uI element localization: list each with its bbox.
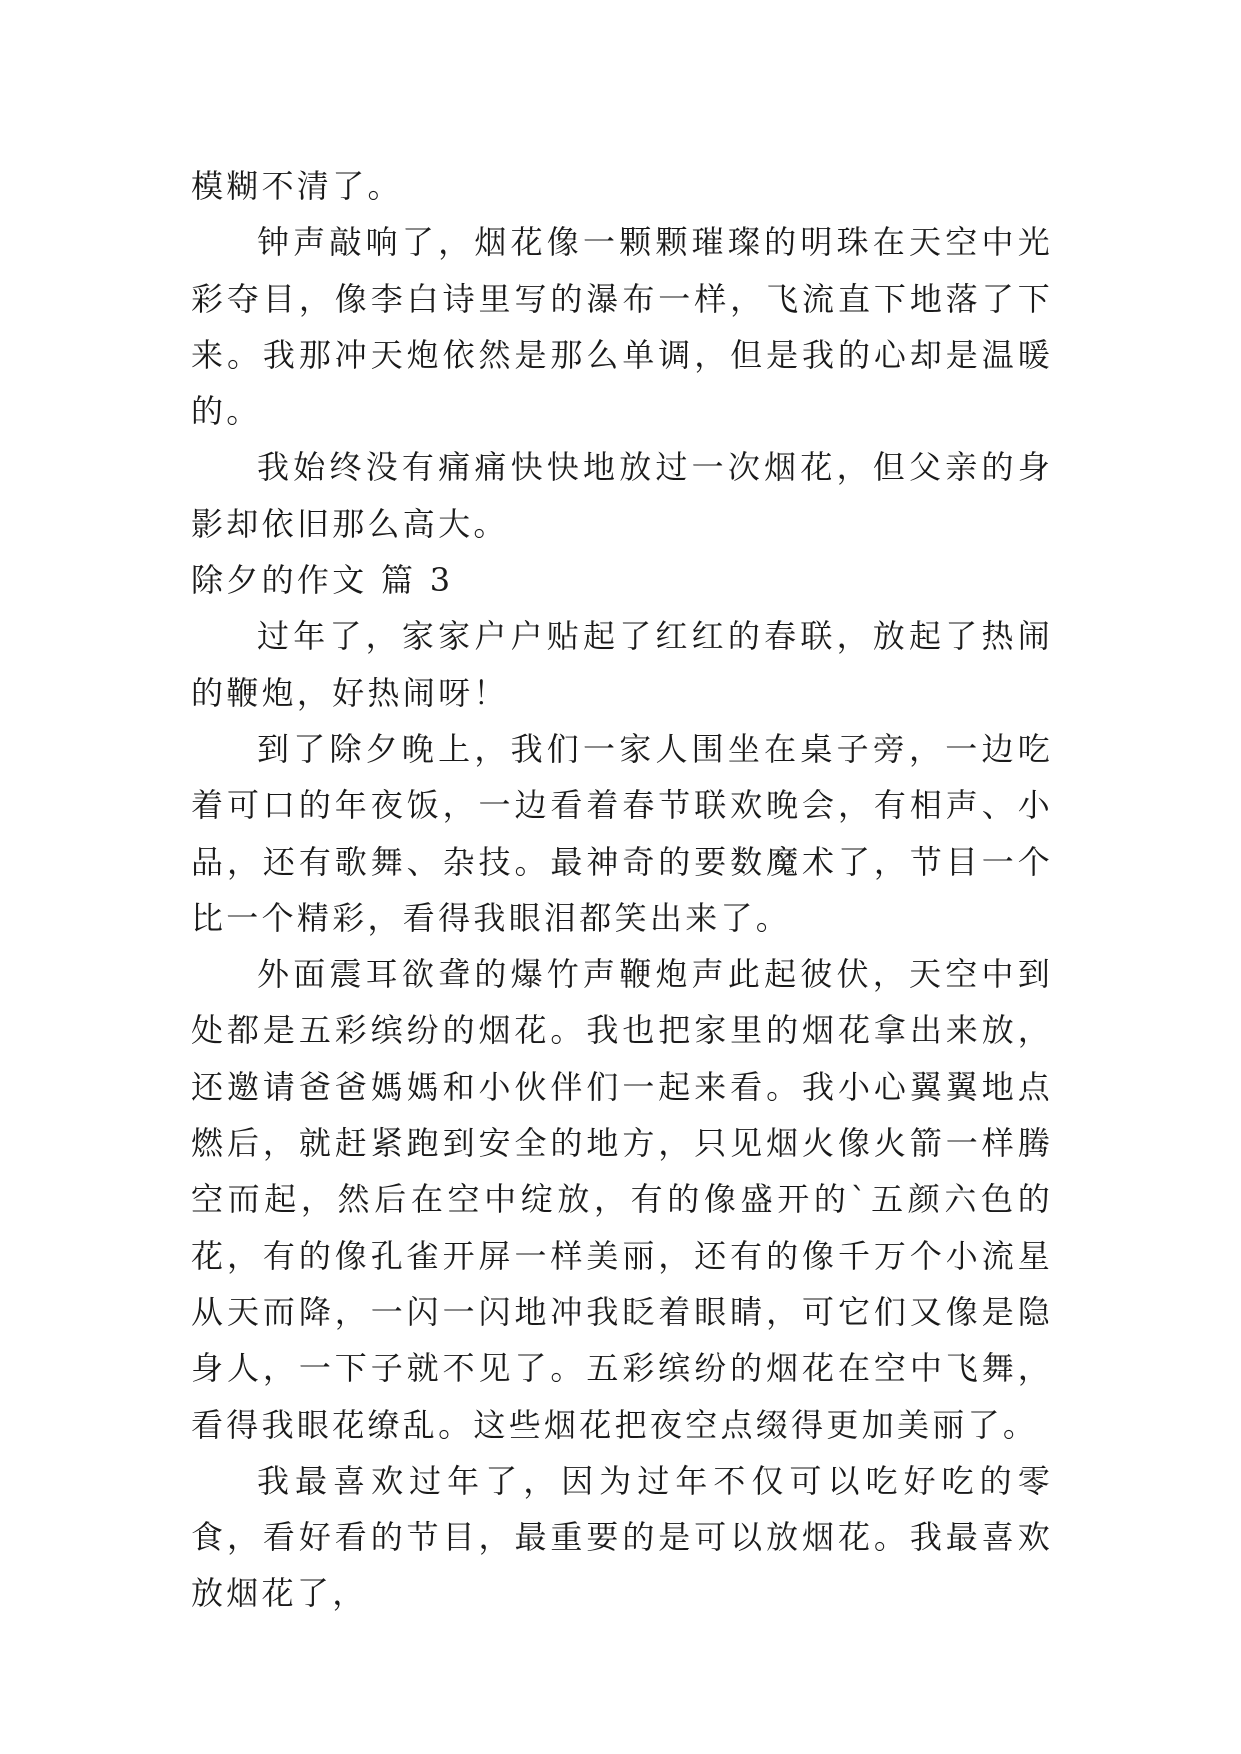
section-heading: 除夕的作文 篇 3 bbox=[191, 561, 454, 600]
paragraph: 过年了，家家户户贴起了红红的春联，放起了热闹的鞭炮，好热闹呀！ bbox=[191, 617, 1053, 712]
paragraph-continuation: 模糊不清了。 bbox=[191, 167, 403, 205]
paragraph: 到了除夕晚上，我们一家人围坐在桌子旁，一边吃着可口的年夜饭，一边看着春节联欢晚会，有相声、小品，还有歌舞、杂技。最神奇的要数魔术了，节目一个比一个精彩，看得我眼泪都笑出来了。 bbox=[191, 729, 1053, 937]
paragraph: 钟声敲响了，烟花像一颗颗璀璨的明珠在天空中光彩夺目，像李白诗里写的瀑布一样，飞流直下地落了下来。我那冲天炮依然是那么单调，但是我的心却是温暖的。 bbox=[191, 223, 1053, 431]
paragraph: 我始终没有痛痛快快地放过一次烟花，但父亲的身影却依旧那么高大。 bbox=[191, 448, 1053, 543]
paragraph: 我最喜欢过年了，因为过年不仅可以吃好吃的零食，看好看的节目，最重要的是可以放烟花。我最喜欢放烟花了， bbox=[191, 1461, 1053, 1613]
paragraph: 外面震耳欲聋的爆竹声鞭炮声此起彼伏，天空中到处都是五彩缤纷的烟花。我也把家里的烟花拿出来放，还邀请爸爸媽媽和小伙伴们一起来看。我小心翼翼地点燃后，就赶紧跑到安全的地方，只见烟火像火箭一样腾空而起，然后在空中绽放，有的像盛开的`五颜六色的花，有的像孔雀开屏一样美丽，还有的像千万个小流星从天而降，一闪一闪地冲我眨着眼睛，可它们又像是隐身人，一下子就不见了。五彩缤纷的烟花在空中飞舞，看得我眼花缭乱。这些烟花把夜空点缀得更加美丽了。 bbox=[191, 955, 1053, 1444]
document-body bbox=[191, 158, 1053, 1622]
